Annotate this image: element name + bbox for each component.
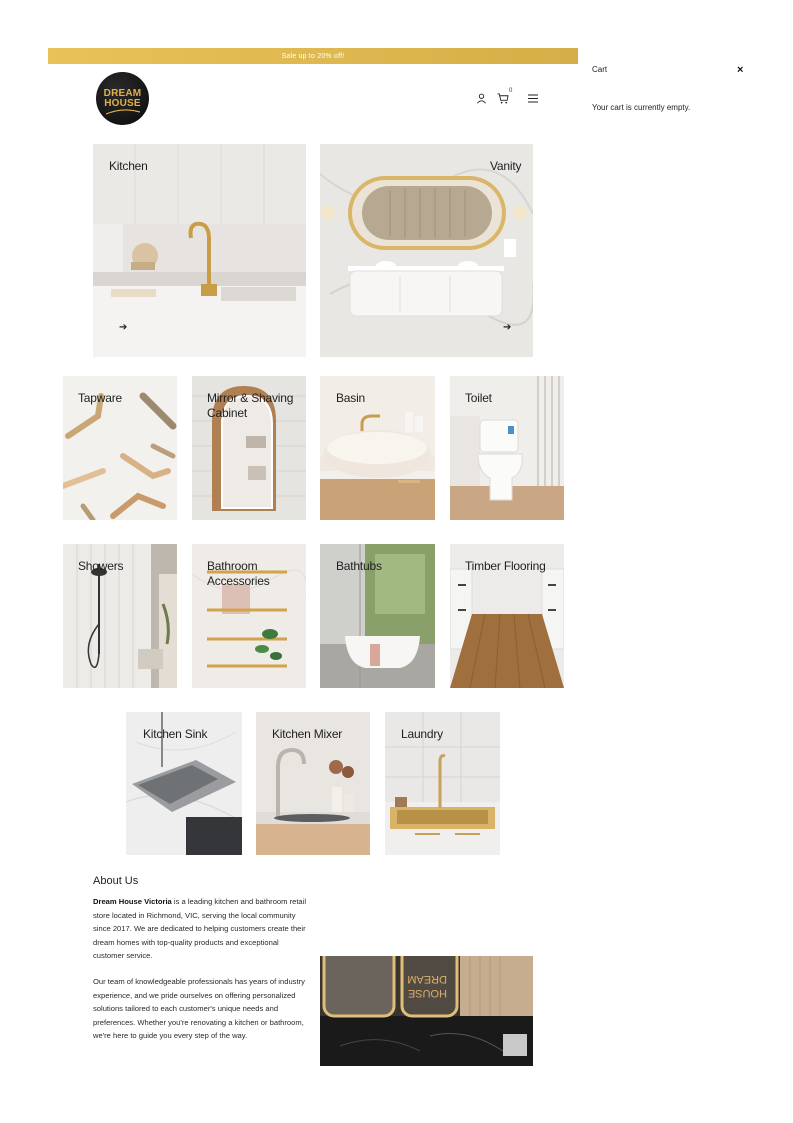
category-tile-kitchen-mixer[interactable] bbox=[256, 712, 370, 855]
category-label-showers: Showers bbox=[78, 559, 124, 573]
category-tile-kitchen-sink[interactable] bbox=[126, 712, 242, 855]
logo[interactable] bbox=[96, 72, 149, 125]
logo-line-2: HOUSE bbox=[104, 97, 141, 109]
svg-text:HOUSE: HOUSE bbox=[407, 987, 447, 999]
about-brand-name: Dream House Victoria bbox=[93, 897, 172, 906]
account-icon[interactable] bbox=[474, 91, 488, 105]
arrow-right-icon[interactable]: ➔ bbox=[503, 322, 512, 333]
promo-banner[interactable] bbox=[48, 48, 578, 64]
about-image bbox=[320, 956, 533, 1066]
category-tile-kitchen[interactable] bbox=[93, 144, 306, 357]
category-label-basin: Basin bbox=[336, 391, 366, 405]
logo-swoosh-icon bbox=[105, 108, 141, 116]
category-label-vanity: Vanity bbox=[490, 159, 522, 173]
cart-title: Cart bbox=[592, 65, 608, 74]
logo-line-1: DREAM bbox=[103, 87, 142, 99]
category-label-toilet: Toilet bbox=[465, 391, 492, 405]
category-label-mirror-shaving-cabinet: Mirror & Shaving Cabinet bbox=[207, 391, 294, 420]
category-tile-laundry[interactable] bbox=[385, 712, 500, 855]
category-tile-toilet[interactable] bbox=[450, 376, 564, 520]
svg-text:DREAM: DREAM bbox=[407, 973, 447, 985]
vanity-image bbox=[320, 144, 533, 357]
menu-icon[interactable] bbox=[526, 91, 540, 105]
cart-icon[interactable] bbox=[496, 88, 513, 105]
about-title: About Us bbox=[93, 875, 139, 887]
category-tile-bathtubs[interactable] bbox=[320, 544, 435, 688]
close-icon[interactable]: × bbox=[737, 64, 744, 76]
category-label-tapware: Tapware bbox=[78, 391, 122, 405]
category-tile-showers[interactable] bbox=[63, 544, 177, 688]
category-tile-mirror-shaving-cabinet[interactable] bbox=[192, 376, 306, 520]
category-label-bathroom-accessories: Bathroom Accessories bbox=[207, 559, 270, 588]
arrow-right-icon[interactable]: ➔ bbox=[119, 322, 128, 333]
category-tile-tapware[interactable] bbox=[63, 376, 177, 520]
category-tile-basin[interactable] bbox=[320, 376, 435, 520]
about-paragraph-1-text: is a leading kitchen and bathroom retail store located in Richmond, VIC, serving the local community since 2017. We are dedicated to helping customers create their dream homes with top-quality products and exceptional customer service. bbox=[93, 897, 307, 961]
category-tile-timber-flooring[interactable] bbox=[450, 544, 564, 688]
cart-empty-message: Your cart is currently empty. bbox=[592, 103, 691, 112]
header-actions bbox=[474, 88, 540, 105]
cart-count-badge: 0 bbox=[509, 88, 513, 94]
category-tile-bathroom-accessories[interactable] bbox=[192, 544, 306, 688]
category-label-bathtubs: Bathtubs bbox=[336, 559, 382, 573]
category-tile-vanity[interactable] bbox=[320, 144, 533, 357]
category-label-laundry: Laundry bbox=[401, 727, 443, 741]
category-label-kitchen: Kitchen bbox=[109, 159, 148, 173]
about-paragraph-2: Our team of knowledgeable professionals has years of industry experience, and we pride ourselves on offering personalized solutions tailored to each customer's unique needs and preferences. Whether you're renovating a kitchen or bathroom, we're here to guide you every step of the way. bbox=[93, 977, 305, 1041]
category-label-kitchen-mixer: Kitchen Mixer bbox=[272, 727, 343, 741]
promo-text: Sale up to 20% off! bbox=[281, 52, 345, 60]
category-label-timber-flooring: Timber Flooring bbox=[465, 559, 546, 573]
about-paragraph-1 bbox=[93, 895, 308, 963]
category-label-kitchen-sink: Kitchen Sink bbox=[143, 727, 208, 741]
